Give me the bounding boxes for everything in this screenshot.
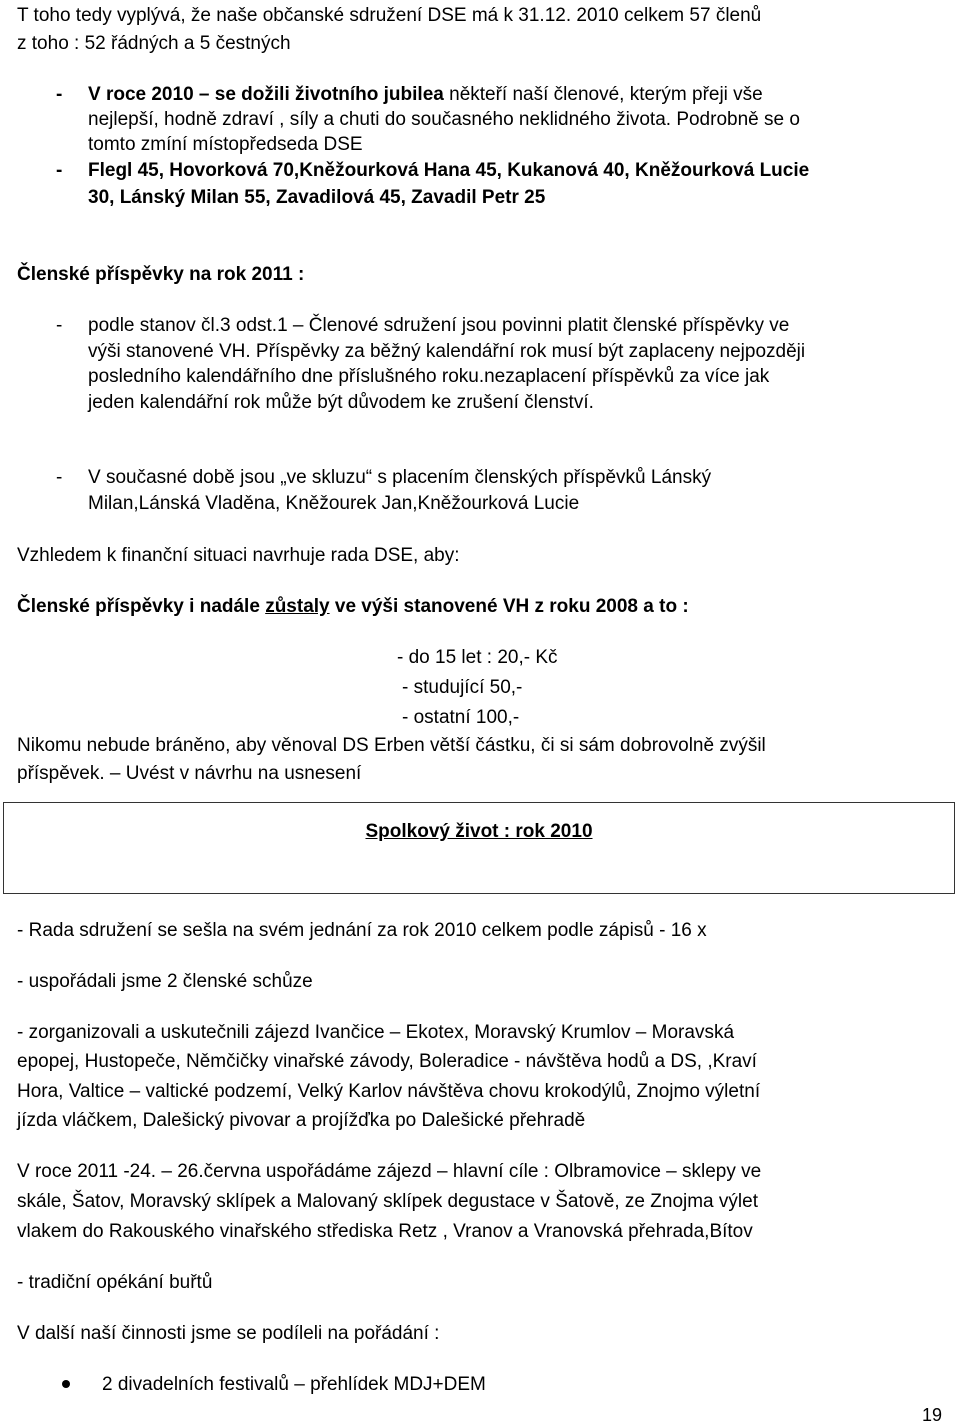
fees-dash: - <box>56 315 63 336</box>
plan-line-3: vlakem do Rakouského vinařského střediska Retz , Vranov a Vranovská přehrada,Bítov <box>17 1221 753 1242</box>
schuze-line: - uspořádali jsme 2 členské schůze <box>17 971 313 992</box>
arrears-line-1: V současné době jsou „ve skluzu“ s placením členských příspěvků Lánský <box>88 467 712 488</box>
names-line-1: Flegl 45, Hovorková 70,Kněžourková Hana 45, Kukanová 40, Kněžourková Lucie <box>88 160 810 181</box>
festival-item: 2 divadelních festivalů – přehlídek MDJ+DEM <box>102 1374 486 1395</box>
trip-line-3: Hora, Valtice – valtické podzemí, Velký Karlov návštěva chovu krokodýlů, Znojmo výletní <box>17 1081 761 1102</box>
trip-line-1: - zorganizovali a uskutečnili zájezd Ivančice – Ekotex, Moravský Krumlov – Moravská <box>17 1022 735 1043</box>
fees-stay-underlined: zůstaly <box>265 596 330 617</box>
section-title: Spolkový život : rok 2010 <box>365 821 593 842</box>
names-dash: - <box>56 160 63 181</box>
trip-line-4: jízda vláčkem, Dalešický pivovar a projížďka po Dalešické přehradě <box>17 1110 586 1131</box>
fees-stay-plain: Členské příspěvky i nadále <box>17 596 266 617</box>
trip-line-2: epopej, Hustopeče, Němčičky vinařské závody, Boleradice - návštěva hodů a DS, ,Kraví <box>17 1051 757 1072</box>
dalsi-line: V další naší činnosti jsme se podíleli na pořádání : <box>17 1323 440 1344</box>
fees-line-3: posledního kalendářního dne příslušného roku.nezaplacení příspěvků za více jak <box>88 366 770 387</box>
jubilee-bold-text: V roce 2010 – se dožili životního jubilea <box>88 84 444 105</box>
arrears-dash: - <box>56 467 63 488</box>
fees-line-2: výši stanovené VH. Příspěvky za běžný kalendářní rok musí být zaplaceny nejpozději <box>88 341 806 362</box>
intro-line-1: T toho tedy vyplývá, že naše občanské sdružení DSE má k 31.12. 2010 celkem 57 členů <box>17 5 762 26</box>
rate-students: - studující 50,- <box>402 677 523 698</box>
jubilee-rest-text: někteří naší členové, kterým přeji vše <box>443 84 763 105</box>
plan-line-2: skále, Šatov, Moravský sklípek a Malovaný sklípek degustace v Šatově, ze Znojma výlet <box>17 1191 758 1212</box>
fees-line-4: jeden kalendářní rok může být důvodem ke zrušení členství. <box>88 392 594 413</box>
fees-stay-line <box>17 594 689 620</box>
names-line-2: 30, Lánský Milan 55, Zavadilová 45, Zavadil Petr 25 <box>88 187 546 208</box>
rada-line: - Rada sdružení se sešla na svém jednání za rok 2010 celkem podle zápisů - 16 x <box>17 920 707 941</box>
fees-stay-rest: ve výši stanovené VH z roku 2008 a to : <box>329 596 689 617</box>
jubilee-line-2: nejlepší, hodně zdraví , síly a chuti do současného neklidného života. Podrobně se o <box>88 109 800 130</box>
section-box <box>3 802 955 894</box>
jubilee-line-1 <box>88 82 763 108</box>
jubilee-line-3: tomto zmíní místopředseda DSE <box>88 134 363 155</box>
arrears-line-2: Milan,Lánská Vladěna, Kněžourek Jan,Kněžourková Lucie <box>88 493 580 514</box>
rate-under-15: - do 15 let : 20,- Kč <box>397 647 558 668</box>
plan-line-1: V roce 2011 -24. – 26.června uspořádáme zájezd – hlavní cíle : Olbramovice – sklepy ve <box>17 1161 762 1182</box>
proposal-line: Vzhledem k finanční situaci navrhuje rada DSE, aby: <box>17 545 460 566</box>
nikomu-line-2: příspěvek. – Uvést v návrhu na usnesení <box>17 763 362 784</box>
opekani-line: - tradiční opékání buřtů <box>17 1272 213 1293</box>
fees-line-1: podle stanov čl.3 odst.1 – Členové sdružení jsou povinni platit členské příspěvky ve <box>88 315 790 336</box>
rate-others: - ostatní 100,- <box>402 707 520 728</box>
fees-heading: Členské příspěvky na rok 2011 : <box>17 264 305 285</box>
jubilee-dash: - <box>56 84 63 105</box>
bullet-icon <box>62 1380 70 1388</box>
nikomu-line-1: Nikomu nebude bráněno, aby věnoval DS Erben větší částku, či si sám dobrovolně zvýšil <box>17 735 766 756</box>
intro-line-2: z toho : 52 řádných a 5 čestných <box>17 33 291 54</box>
page-number: 19 <box>921 1405 942 1425</box>
